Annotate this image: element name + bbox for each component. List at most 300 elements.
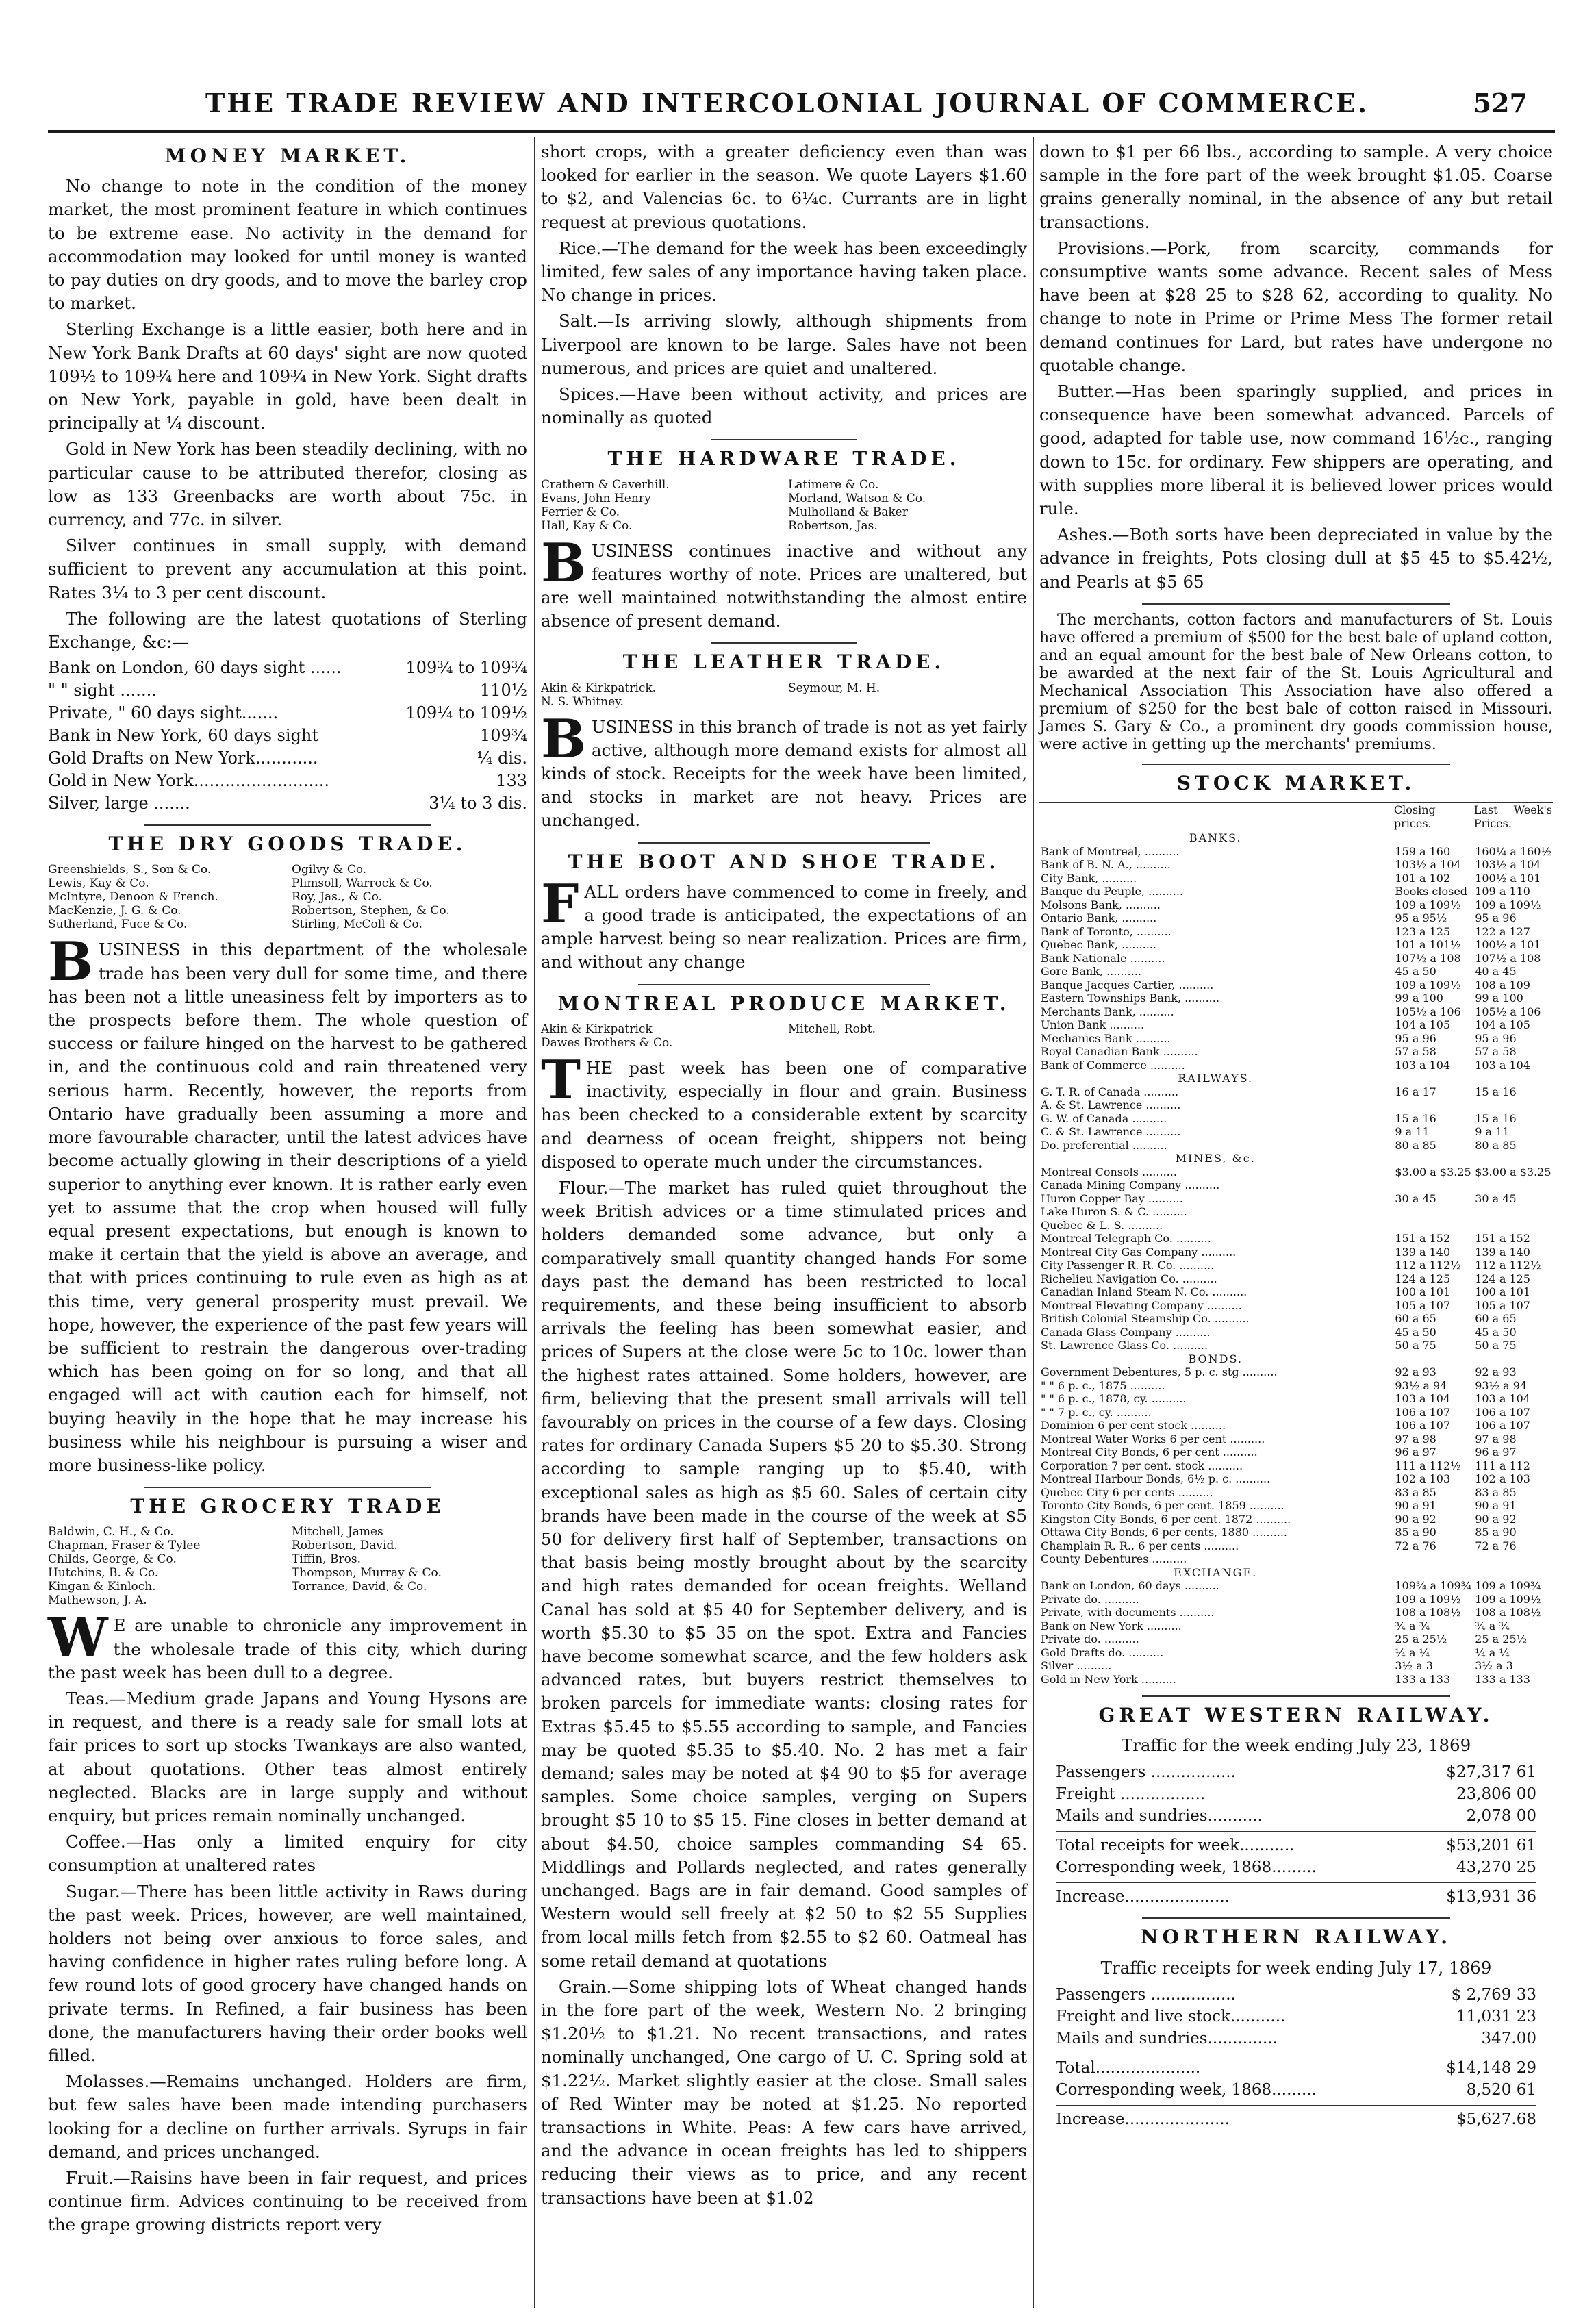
last-week-price: 100½ a 101 [1473, 872, 1553, 885]
stock-row [1039, 1285, 1553, 1299]
last-week-price: 108 a 108½ [1473, 1606, 1553, 1619]
great-western-subtitle: Traffic for the week ending July 23, 1869 [1121, 1735, 1471, 1756]
stock-name: Ottawa City Bonds, 6 per cents, 1880 .......... [1041, 1526, 1287, 1539]
section-divider [144, 824, 431, 826]
increase-row: Increase..................... $13,931 36 [1056, 1888, 1536, 1906]
stock-row [1039, 938, 1553, 952]
stock-name: C. & St. Lawrence .......... [1041, 1125, 1181, 1139]
stock-name: Huron Copper Bay .......... [1041, 1191, 1183, 1205]
stock-name: Royal Canadian Bank .......... [1041, 1045, 1198, 1059]
table-row: Mails and sundries.............. 347.00 [1056, 2029, 1536, 2047]
stock-section-row [1039, 831, 1553, 845]
stock-row [1039, 1459, 1553, 1473]
stock-section-row [1039, 1352, 1553, 1366]
stock-name: Gore Bank, .......... [1041, 965, 1141, 979]
stock-name: Montreal City Bonds, 6 per cent .......... [1041, 1446, 1258, 1459]
grocery-molasses: Molasses.—Remains unchanged. Holders are firm, but few sales have been made intending purchasers looking for a decline on further arrivals. Syrups in fair demand, and prices unchanged. [48, 2071, 527, 2162]
stock-section-name: BANKS. [1189, 831, 1242, 845]
grocery-teas: Teas.—Medium grade Japans and Young Hysons are in request, and there is a ready sale for small lots at fair prices to sort up stocks Twankays are also wanted, at about quotations. Other teas almost entirely neglected. Blacks are in large supply and without enquiry, but prices remain nominally unchanged. [48, 1688, 527, 1826]
closing-price: 100 a 101 [1393, 1285, 1473, 1299]
closing-price: 104 a 105 [1393, 1018, 1473, 1032]
closing-price: 159 a 160 [1393, 845, 1473, 859]
stock-name: Montreal Consols .......... [1041, 1165, 1177, 1178]
closing-price: 109 a 109½ [1393, 898, 1473, 912]
section-divider [1142, 1695, 1450, 1697]
closing-price: 107½ a 108 [1393, 952, 1473, 966]
stock-row [1039, 1259, 1553, 1272]
last-week-price: 111 a 112 [1473, 1459, 1553, 1473]
last-week-price: 105 a 107 [1473, 1299, 1553, 1313]
grain-continued: down to $1 per 66 lbs., according to sample. A very choice sample in the fore part of the week brought $1.05. Coarse grains generally nominal, in the absence of any but retail transactions. [1039, 142, 1553, 232]
last-week-price: 106 a 107 [1473, 1419, 1553, 1433]
stock-name: British Colonial Steamship Co. .......... [1041, 1312, 1250, 1326]
cotton-premium-note: The merchants, cotton factors and manufacturers of St. Louis have offered a premium of $500 for the best bale of upland cotton, and an equal amount for the best bale of New Orleans cotton, to be awarded at the next fair of the St. Louis Agricultural and Mechanical Association This Association have also offered a premium of $250 for the best bale of cotton raised in Missouri. James S. Gary & Co., a prominent dry goods commission house, were active in getting up the merchants' premiums. [1039, 611, 1553, 753]
closing-price: 16 a 17 [1393, 1085, 1473, 1099]
stock-row [1039, 885, 1553, 898]
stock-section-row [1039, 1566, 1553, 1580]
last-week-price: 60 a 65 [1473, 1312, 1553, 1326]
last-week-price: 40 a 45 [1473, 965, 1553, 979]
column-2 [541, 140, 1027, 2318]
stock-row [1039, 1419, 1553, 1433]
closing-price: 97 a 98 [1393, 1433, 1473, 1446]
column-3 [1039, 140, 1553, 2318]
last-week-price: 93½ a 94 [1473, 1379, 1553, 1393]
stock-name: Banque du Peuple, .......... [1041, 885, 1184, 898]
rate-row: Silver, large ....... 3¼ to 3 dis. [48, 794, 527, 814]
last-week-price: 124 a 125 [1473, 1272, 1553, 1286]
great-western-table [1039, 1761, 1553, 1908]
stock-name: Bank Nationale .......... [1041, 951, 1165, 965]
last-week-price: 15 a 16 [1473, 1085, 1553, 1099]
stock-row [1039, 898, 1553, 912]
stock-row [1039, 1526, 1553, 1539]
stock-row [1039, 1499, 1553, 1513]
stock-name: Richelieu Navigation Co. .......... [1041, 1272, 1217, 1285]
last-week-price: 109 a 109½ [1473, 898, 1553, 912]
total-row: Total receipts for week........... $53,201 61 [1056, 1837, 1536, 1855]
stock-name: Gold Drafts do. .......... [1041, 1646, 1164, 1659]
stock-row [1039, 1379, 1553, 1393]
stock-name: Do. preferential .......... [1041, 1138, 1167, 1152]
last-week-price: 30 a 45 [1473, 1192, 1553, 1206]
stock-name: City Passenger R. R. Co. .......... [1041, 1259, 1215, 1272]
stock-name: Kingston City Bonds, 6 per cent. 1872 .......... [1041, 1512, 1291, 1526]
money-paragraph-1: No change to note in the condition of the money market, the most prominent feature in which continues to be extreme ease. No activity in the demand for accommodation may looked for until money is wanted to pay duties on dry goods, and to move the barley crop to market. [48, 176, 527, 314]
total-rule [1056, 1831, 1536, 1832]
money-paragraph-2: Sterling Exchange is a little easier, both here and in New York Bank Drafts at 60 days' sight are now quoted 109½ to 109¾ here and 109¾ in New York. Sight drafts on New York, payable in gold, have been dealt in principally at ¼ discount. [48, 319, 527, 433]
last-week-price: 90 a 91 [1473, 1499, 1553, 1513]
stock-section-name: BONDS. [1188, 1352, 1243, 1365]
last-week-price: 92 a 93 [1473, 1365, 1553, 1379]
stock-row [1039, 1619, 1553, 1633]
table-row: Freight ................. 23,806 00 [1056, 1785, 1536, 1804]
stock-name: G. W. of Canada .......... [1041, 1111, 1167, 1125]
stock-name: Montreal Elevating Company .......... [1041, 1298, 1242, 1312]
stock-row [1039, 1539, 1553, 1553]
last-week-price: 97 a 98 [1473, 1433, 1553, 1446]
total-row: Total..................... $14,148 29 [1056, 2058, 1536, 2077]
section-divider [1142, 764, 1450, 765]
last-week-price: 109 a 109¾ [1473, 1579, 1553, 1593]
closing-price: 93½ a 94 [1393, 1379, 1473, 1393]
last-week-price: 3½ a 3 [1473, 1659, 1553, 1673]
last-week-price: 102 a 103 [1473, 1472, 1553, 1486]
grain-paragraph: Grain.—Some shipping lots of Wheat changed hands in the fore part of the week, Western No. 2 bringing $1.20½ to $1.21. No recent transactions, and rates nominally unchanged, One cargo of U. C. Spring sold at $1.22½. Market slightly easier at the close. Small sales of Red Winter may be noted at $1.25. No reported transactions in White. Peas: A few cars have arrived, and the advance in ocean freights has led to shippers reducing their views as to price, and any recent transactions have been at $1.02 [541, 1976, 1027, 2208]
closing-price: $3.00 a $3.25 [1393, 1165, 1473, 1179]
stock-name: Government Debentures, 5 p. c. stg .......... [1041, 1365, 1278, 1379]
closing-price: ¾ a ¾ [1393, 1619, 1473, 1633]
last-week-price: $3.00 a $3.25 [1473, 1165, 1553, 1179]
closing-price: 109 a 109½ [1393, 979, 1473, 992]
stock-name: Mechanics Bank .......... [1041, 1031, 1171, 1045]
stock-name: Bank of Commerce .......... [1041, 1058, 1185, 1072]
closing-price: 45 a 50 [1393, 965, 1473, 979]
stock-table [1039, 802, 1553, 1686]
spices-paragraph: Spices.—Have been without activity, and prices are nominally as quoted [541, 384, 1027, 428]
closing-price: 85 a 90 [1393, 1526, 1473, 1539]
last-week-price: 99 a 100 [1473, 992, 1553, 1005]
closing-price: 103 a 104 [1393, 1392, 1473, 1406]
stock-name: Bank of Montreal, .......... [1041, 844, 1180, 858]
closing-price: 139 a 140 [1393, 1246, 1473, 1259]
last-week-price: 100½ a 101 [1473, 938, 1553, 952]
stock-name: Private do. .......... [1041, 1632, 1139, 1646]
produce-paragraph-1: THE past week has been one of comparative inactivity, especially in flour and grain. Business has been checked to a considerable extent by scarcity and dearness of ocean freight, shippers not being disposed to operate much under the circumstances. [541, 1048, 1027, 1172]
stock-name: Champlain R. R., 6 per cents .......... [1041, 1539, 1239, 1552]
last-week-price: 133 a 133 [1473, 1673, 1553, 1687]
grocery-firms: Baldwin, C. H., & Co. Mitchell, James Chapman, Fraser & Tylee Robertson, David. Childs, George, & Co. Tiffin, Bros. Hutchins, B. & Co. Thompson, Murray & Co. Kingan & Kinloch. Torrance, David, & Co. Mathewson, J. A. [48, 1525, 442, 1608]
section-divider [1142, 1917, 1450, 1919]
last-week-price: 122 a 127 [1473, 925, 1553, 939]
stock-row [1039, 1139, 1553, 1152]
closing-price: 3½ a 3 [1393, 1659, 1473, 1673]
last-week-price: 105½ a 106 [1473, 1005, 1553, 1019]
last-week-price: 72 a 76 [1473, 1539, 1553, 1553]
last-week-price: 103 a 104 [1473, 1059, 1553, 1072]
stock-name: Merchants Bank, .......... [1041, 1005, 1174, 1018]
section-divider [638, 842, 930, 844]
hardware-heading: THE HARDWARE TRADE. [607, 447, 961, 470]
stock-name: Banque Jacques Cartier, .......... [1041, 978, 1214, 992]
stock-row [1039, 1085, 1553, 1099]
stock-row [1039, 872, 1553, 885]
northern-railway-table [1039, 1984, 1553, 2130]
closing-price: 101 a 101½ [1393, 938, 1473, 952]
corresponding-row: Corresponding week, 1868......... 43,270 25 [1056, 1858, 1536, 1877]
last-week-price: 160¼ a 160½ [1473, 845, 1553, 859]
stock-name: Canada Mining Company .......... [1041, 1178, 1220, 1192]
fruit-continued: short crops, with a greater deficiency even than was looked for earlier in the season. We quote Layers $1.60 to $2, and Valencias 6c. to 6¼c. Currants are in light request at previous quotations. [541, 142, 1027, 232]
stock-row [1039, 1673, 1553, 1687]
closing-price: ¼ a ¼ [1393, 1646, 1473, 1660]
last-week-price: ¾ a ¾ [1473, 1619, 1553, 1633]
last-week-price: 85 a 90 [1473, 1526, 1553, 1539]
stock-row [1039, 1045, 1553, 1059]
last-week-price [1473, 1098, 1553, 1112]
stock-row [1039, 1299, 1553, 1313]
last-week-price: 25 a 25½ [1473, 1632, 1553, 1646]
last-week-price: 103½ a 104 [1473, 858, 1553, 872]
last-week-price: 104 a 105 [1473, 1018, 1553, 1032]
stock-row [1039, 1165, 1553, 1179]
stock-name: Canadian Inland Steam N. Co. .......... [1041, 1285, 1247, 1299]
last-week-price: 108 a 109 [1473, 979, 1553, 992]
stock-row [1039, 952, 1553, 966]
last-week-prices-header: Last Week's Prices. [1473, 803, 1552, 830]
closing-price: 45 a 50 [1393, 1326, 1473, 1339]
total-rule [1056, 2105, 1536, 2106]
closing-price [1393, 1205, 1473, 1219]
stock-name: Quebec City 6 per cents .......... [1041, 1485, 1213, 1499]
boot-shoe-heading: THE BOOT AND SHOE TRADE. [568, 850, 1000, 873]
stock-row [1039, 1192, 1553, 1206]
closing-price: 106 a 107 [1393, 1406, 1473, 1420]
stock-section-row [1039, 1152, 1553, 1165]
stock-row [1039, 1339, 1553, 1352]
stock-row [1039, 1365, 1553, 1379]
butter-paragraph: Butter.—Has been sparingly supplied, and prices in consequence have been somewhat advanced. Parcels of good, adapted for table use, now command 16½c., ranging down to 15c. for ordinary. Few shippers are operating, and with supplies more liberal it is believed lower prices would rule. [1039, 381, 1553, 519]
stock-name: Quebec & L. S. .......... [1041, 1218, 1163, 1232]
last-week-price: 151 a 152 [1473, 1232, 1553, 1246]
closing-price: 60 a 65 [1393, 1312, 1473, 1326]
drop-cap: B [48, 931, 93, 994]
last-week-price: 50 a 75 [1473, 1339, 1553, 1352]
stock-row [1039, 1486, 1553, 1500]
stock-name: Toronto City Bonds, 6 per cent. 1859 .......... [1041, 1499, 1284, 1513]
last-week-price: 112 a 112½ [1473, 1259, 1553, 1272]
section-divider [711, 642, 857, 644]
closing-price: 111 a 112½ [1393, 1459, 1473, 1473]
last-week-price: 107½ a 108 [1473, 952, 1553, 966]
closing-price: 123 a 125 [1393, 925, 1473, 939]
stock-name: G. T. R. of Canada .......... [1041, 1085, 1179, 1098]
dry-goods-heading: THE DRY GOODS TRADE. [108, 833, 467, 856]
section-divider [1142, 603, 1450, 605]
stock-name: Silver .......... [1041, 1659, 1112, 1673]
last-week-price: 45 a 50 [1473, 1326, 1553, 1339]
table-row: Passengers ................. $27,317 61 [1056, 1763, 1536, 1782]
closing-price: 105½ a 106 [1393, 1005, 1473, 1019]
rice-paragraph: Rice.—The demand for the week has been exceedingly limited, few sales of any importance having taken place. No change in prices. [541, 238, 1027, 305]
closing-price: 83 a 85 [1393, 1486, 1473, 1500]
stock-name: Montreal Telegraph Co. .......... [1041, 1232, 1211, 1246]
stock-row [1039, 1593, 1553, 1606]
stock-name: A. & St. Lawrence .......... [1041, 1098, 1181, 1112]
rate-row: Private, " 60 days sight....... 109¼ to 109½ [48, 703, 527, 723]
stock-name: Bank of B. N. A., .......... [1041, 858, 1171, 872]
column-rule-1 [534, 137, 535, 2308]
stock-name: County Debentures .......... [1041, 1552, 1187, 1566]
stock-row [1039, 1219, 1553, 1233]
stock-row [1039, 1646, 1553, 1660]
closing-price [1393, 1552, 1473, 1566]
column-rule-2 [1033, 137, 1034, 2308]
stock-row [1039, 1312, 1553, 1326]
last-week-price: 96 a 97 [1473, 1446, 1553, 1459]
stock-row [1039, 992, 1553, 1005]
produce-market-heading: MONTREAL PRODUCE MARKET. [557, 992, 1011, 1015]
closing-price: 133 a 133 [1393, 1673, 1473, 1687]
leather-heading: THE LEATHER TRADE. [622, 651, 946, 674]
stock-market-heading: STOCK MARKET. [1176, 771, 1416, 794]
last-week-price: 95 a 96 [1473, 1032, 1553, 1046]
stock-row [1039, 979, 1553, 992]
total-rule [1056, 1882, 1536, 1883]
stock-name: Bank of Toronto, .......... [1041, 924, 1171, 938]
great-western-heading: GREAT WESTERN RAILWAY. [1098, 1704, 1494, 1727]
closing-price: 92 a 93 [1393, 1365, 1473, 1379]
hardware-firms: Crathern & Caverhill. Latimere & Co. Evans, John Henry Morland, Watson & Co. Ferrier & Co. Mulholland & Baker Hall, Kay & Co. Robertson, Jas. [541, 477, 926, 533]
salt-paragraph: Salt.—Is arriving slowly, although shipments from Liverpool are known to be large. Sales have not been numerous, and prices are quiet and unaltered. [541, 311, 1027, 378]
stock-row [1039, 1112, 1553, 1126]
stock-row [1039, 1659, 1553, 1673]
closing-price: 80 a 85 [1393, 1139, 1473, 1152]
stock-row [1039, 1125, 1553, 1139]
hardware-paragraph: BUSINESS continues inactive and without any features worthy of note. Prices are unaltered, but are well maintained notwithstanding the almost entire absence of present demand. [541, 531, 1027, 631]
exchange-rates-list [48, 657, 527, 815]
closing-price: 101 a 102 [1393, 872, 1473, 885]
last-week-price: 90 a 92 [1473, 1513, 1553, 1526]
dry-goods-paragraph: BUSINESS in this department of the wholesale trade has been very dull for some time, and there has been not a little uneasiness felt by importers as to the prospects before them. The whole question of success or failure hinged on the harvest to be gathered in, and the continuous cold and rain threatened very serious harm. Recently, however, the reports from Ontario have gradually been assuming a more and more favourable character, until the latest advices have become actually glowing in their descriptions of a yield superior to anything ever known. It is rather early even yet to assume that the crop when housed will fully equal present expectations, but enough is known to make it certain that the yield is above an average, and that with prices continuing to rule even as high as at this time, very general prosperity must prevail. We hope, however, the experience of the past few years will be sufficient to restrain the dangerous over-trading which has been going on for so long, and that all engaged will act with caution each for himself, not buying heavily in the hope that he may increase his business while his neighbour is pursuing a wiser and more business-like policy. [48, 931, 527, 1475]
closing-price: 102 a 103 [1393, 1472, 1473, 1486]
stock-name: Quebec Bank, .......... [1041, 938, 1156, 952]
stock-section-name: RAILWAYS. [1178, 1072, 1254, 1085]
stock-name: Eastern Townships Bank, .......... [1041, 992, 1219, 1005]
grocery-heading: THE GROCERY TRADE [130, 1495, 445, 1518]
stock-row [1039, 1178, 1553, 1192]
stock-name: " " 6 p. c., 1875 .......... [1041, 1378, 1165, 1392]
page-number: 527 [1473, 88, 1528, 118]
last-week-price [1473, 1178, 1553, 1192]
stock-row [1039, 1392, 1553, 1406]
closing-price: 30 a 45 [1393, 1192, 1473, 1206]
running-head [48, 82, 1555, 123]
drop-cap: F [541, 872, 579, 935]
drop-cap: W [48, 1606, 108, 1669]
section-divider [144, 1487, 431, 1488]
flour-paragraph: Flour.—The market has ruled quiet throughout the week British advices or a time stimulated prices and holders demanded some advance, but only a comparatively small quantity changed hands For some days past the demand has been restricted to local requirements, and these being insufficient to absorb arrivals the feeling has been somewhat easier, and prices of Supers at the close were 5c to 10c. lower than the highest rates attained. Some holders, however, are firm, believing that the present small arrivals will tell favourably on prices in the course of a few days. Closing rates for ordinary Canada Supers $5 20 to $5.30. Strong according to sample ranging up to $5.40, with exceptional sales as high as $5 60. Sales of certain city brands have been made in the course of the week at $5 50 for delivery first half of September, transactions on that basis being mostly brought about by the scarcity and high rates demanded for ocean freights. Welland Canal has sold at $5 40 for September delivery, and is worth $5.30 to $5 35 on the spot. Extra and Fancies have become somewhat scarce, and the few holders ask advanced rates, but buyers restrict themselves to broken parcels for immediate wants: closing rates for Extras $5.45 to $5.55 according to sample, and Fancies may be quoted $5.35 to $5.40. No. 2 has met a fair demand; sales may be noted at $4 90 to $5 for average samples. Some choice samples, verging on Supers brought $5 10 to $5 15. Fine closes in better demand at about $4.50, choice samples commanding $4 65. Middlings and Pollards neglected, and rates generally unchanged. Bags are in fair demand. Good samples of Western would sell freely at $2 50 to $2 55 Supplies from local mills fetch from $2.55 to $2 60. Oatmeal has some retail demand at quotations [541, 1177, 1027, 1971]
closing-price: 103½ a 104 [1393, 858, 1473, 872]
stock-name: Lake Huron S. & C. .......... [1041, 1205, 1187, 1219]
money-paragraph-4: Silver continues in small supply, with demand sufficient to prevent any accumulation at this point. Rates 3¼ to 3 per cent discount. [48, 535, 527, 603]
stock-row [1039, 1433, 1553, 1446]
stock-name: " " 6 p. c., 1878, cy. .......... [1041, 1392, 1187, 1406]
closing-price: 105 a 107 [1393, 1299, 1473, 1313]
dry-goods-firms: Greenshields, S., Son & Co. Ogilvy & Co. Lewis, Kay & Co. Plimsoll, Warrock & Co. McIntyre, Denoon & French. Roy, Jas., & Co. MacKenzie, J. G. & Co. Robertson, Stephen, & Co. Sutherland, Fuce & Co. Stirling, McColl & Co. [48, 863, 450, 932]
stock-name: Gold in New York .......... [1041, 1672, 1176, 1686]
rate-row: Gold Drafts on New York............ ¼ dis. [48, 748, 527, 768]
stock-row [1039, 1446, 1553, 1459]
last-week-price: 80 a 85 [1473, 1139, 1553, 1152]
closing-price: Books closed [1393, 885, 1473, 898]
closing-price: 9 a 11 [1393, 1125, 1473, 1139]
drop-cap: B [541, 531, 586, 594]
stock-row [1039, 1059, 1553, 1072]
stock-section-name: EXCHANGE. [1174, 1565, 1258, 1579]
closing-price: 112 a 112½ [1393, 1259, 1473, 1272]
drop-cap: B [541, 707, 586, 770]
last-week-price: 109 a 109½ [1473, 1593, 1553, 1606]
closing-price: 108 a 108½ [1393, 1606, 1473, 1619]
closing-price: 57 a 58 [1393, 1045, 1473, 1059]
rate-row: Gold in New York.......................... 133 [48, 771, 527, 791]
money-market-heading: MONEY MARKET. [164, 144, 411, 167]
stock-row [1039, 1632, 1553, 1646]
northern-railway-subtitle: Traffic receipts for week ending July 17, 1869 [1100, 1957, 1492, 1978]
stock-name: Canada Glass Company .......... [1041, 1325, 1211, 1339]
section-divider [711, 439, 857, 440]
stock-name: " " 7 p. c., cy. .......... [1041, 1405, 1152, 1419]
stock-name: Dominion 6 per cent stock .......... [1041, 1419, 1226, 1433]
stock-row [1039, 1406, 1553, 1420]
stock-row [1039, 1513, 1553, 1526]
closing-price: 151 a 152 [1393, 1232, 1473, 1246]
stock-name: City Bank, .......... [1041, 871, 1137, 885]
closing-price [1393, 1178, 1473, 1192]
stock-row [1039, 911, 1553, 925]
stock-row [1039, 1205, 1553, 1219]
last-week-price [1473, 1552, 1553, 1566]
stock-name: Bank on London, 60 days .......... [1041, 1579, 1219, 1593]
stock-section-row [1039, 1072, 1553, 1085]
last-week-price: ¼ a ¼ [1473, 1646, 1553, 1660]
last-week-price: 15 a 16 [1473, 1112, 1553, 1126]
stock-row [1039, 1098, 1553, 1112]
stock-name: Montreal City Gas Company .......... [1041, 1245, 1237, 1259]
rate-row: Bank on London, 60 days sight ...... 109¾ to 109¾ [48, 658, 527, 678]
stock-row [1039, 925, 1553, 939]
last-week-price: 9 a 11 [1473, 1125, 1553, 1139]
stock-row [1039, 1005, 1553, 1019]
increase-row: Increase..................... $5,627.68 [1056, 2110, 1536, 2128]
column-1 [48, 140, 527, 2235]
closing-price: 96 a 97 [1393, 1446, 1473, 1459]
leather-firms: Akin & Kirkpatrick. Seymour, M. H. N. S. Whitney. [541, 681, 881, 709]
last-week-price: 109 a 110 [1473, 885, 1553, 898]
stock-row [1039, 1579, 1553, 1593]
closing-price: 50 a 75 [1393, 1339, 1473, 1352]
stock-name: Montreal Water Works 6 per cent .......... [1041, 1432, 1265, 1446]
closing-price: 103 a 104 [1393, 1059, 1473, 1072]
stock-name: Private, with documents .......... [1041, 1606, 1215, 1619]
closing-prices-header: Closing prices. [1393, 803, 1473, 831]
closing-price: 109¾ a 109¾ [1393, 1579, 1473, 1593]
ashes-paragraph: Ashes.—Both sorts have been depreciated in value by the advance in freights, Pots closing dull at $5 45 to $5.42½, and Pearls at $5 65 [1039, 525, 1553, 592]
northern-railway-heading: NORTHERN RAILWAY. [1141, 1926, 1452, 1949]
last-week-price: 103 a 104 [1473, 1392, 1553, 1406]
money-paragraph-3: Gold in New York has been steadily declining, with no particular cause to be attributed therefor, closing as low as 133 Greenbacks are worth about 75c. in currency, and 77c. in silver. [48, 439, 527, 530]
stock-name: Private do. .......... [1041, 1592, 1139, 1606]
closing-price: 109 a 109½ [1393, 1593, 1473, 1606]
closing-price: 25 a 25½ [1393, 1632, 1473, 1646]
grocery-sugar: Sugar.—There has been little activity in Raws during the past week. Prices, however, are well maintained, holders not being over anxious to force sales, and having confidence in higher rates ruling before long. A few round lots of good grocery have changed hands on private terms. In Refined, a fair business has been done, the manufacturers having their order books well filled. [48, 1881, 527, 2065]
boot-shoe-paragraph: FALL orders have commenced to come in freely, and a good trade is anticipated, the expectations of an ample harvest being so near realization. Prices are firm, and without any change [541, 872, 1027, 972]
header-rule [48, 130, 1555, 133]
stock-name: Bank on New York .......... [1041, 1619, 1182, 1632]
closing-price: 72 a 76 [1393, 1539, 1473, 1553]
table-row: Mails and sundries........... 2,078 00 [1056, 1807, 1536, 1826]
stock-row [1039, 1032, 1553, 1046]
stock-name: St. Lawrence Glass Co. .......... [1041, 1339, 1208, 1352]
stock-row [1039, 1552, 1553, 1566]
closing-price: 99 a 100 [1393, 992, 1473, 1005]
stock-row [1039, 1272, 1553, 1286]
stock-table-body [1039, 831, 1553, 1687]
produce-firms: Akin & Kirkpatrick Mitchell, Robt. Dawes Brothers & Co. [541, 1022, 876, 1050]
stock-row [1039, 1018, 1553, 1032]
leather-paragraph: BUSINESS in this branch of trade is not as yet fairly active, although more demand exists for almost all kinds of stock. Receipts for the week have been limited, and stocks in market are not heavy. Prices are unchanged. [541, 707, 1027, 831]
